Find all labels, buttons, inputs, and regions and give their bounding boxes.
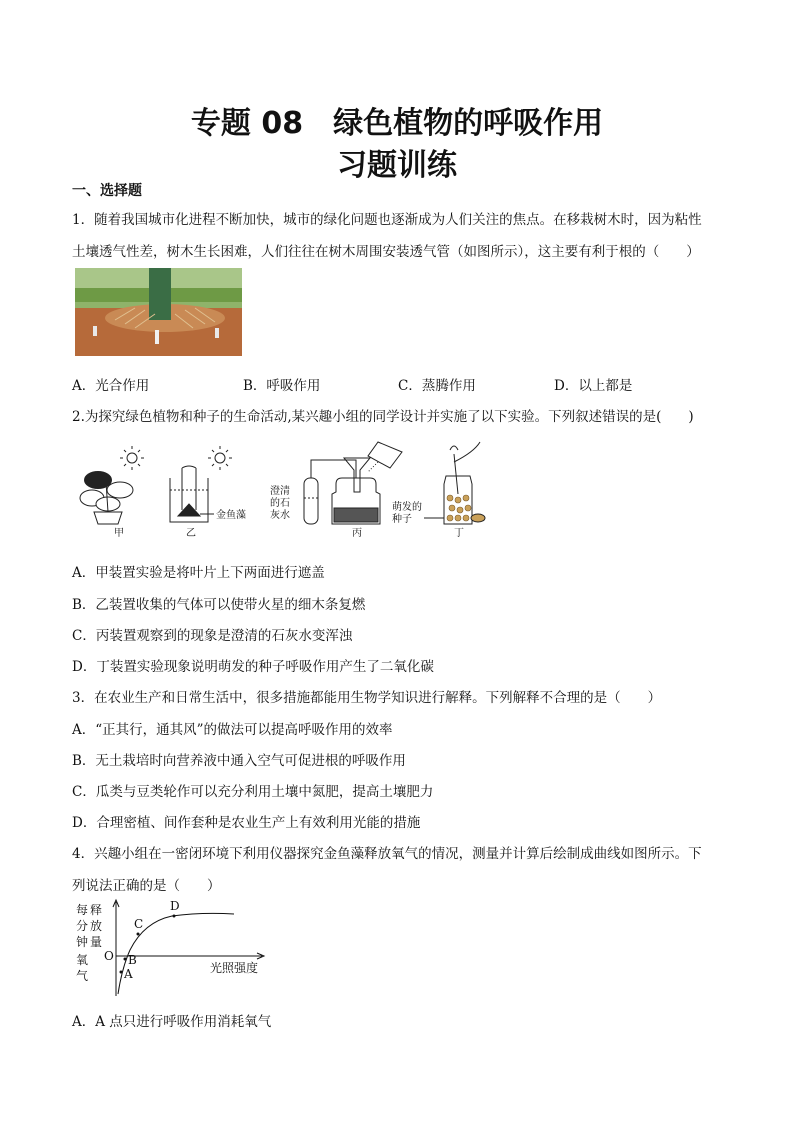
q4-option-a: A．A 点只进行呼吸作用消耗氧气 <box>72 1014 272 1030</box>
point-label-b: B <box>128 953 137 967</box>
point-label-c: C <box>134 917 144 931</box>
point-label-a: A <box>124 967 133 981</box>
q1-option-b: B．呼吸作用 <box>243 378 321 394</box>
oxygen-release-graph <box>72 896 272 1000</box>
point-a <box>120 971 123 974</box>
origin-label: O <box>104 949 114 963</box>
q3-option-c: C．瓜类与豆类轮作可以充分利用土壤中氮肥，提高土壤肥力 <box>72 784 434 800</box>
q3-option-b: B．无土栽培时向营养液中通入空气可促进根的呼吸作用 <box>72 753 406 769</box>
point-d <box>173 915 176 918</box>
point-c <box>137 933 140 936</box>
q1-option-d: D．以上都是 <box>554 378 633 394</box>
tree-aeration-photo <box>75 268 242 356</box>
page-subtitle: 习题训练 <box>337 148 457 183</box>
lime-water-label-1: 澄清 <box>270 486 290 497</box>
ylabel-char: 每 <box>76 903 89 917</box>
label-ding: 丁 <box>454 528 464 539</box>
ylabel-char: 钟 <box>76 935 89 949</box>
q4-stem-line1: 4．兴趣小组在一密闭环境下利用仪器探究金鱼藻释放氧气的情况，测量并计算后绘制成曲线如图所示。下 <box>72 846 702 862</box>
q2-option-c: C．丙装置观察到的现象是澄清的石灰水变浑浊 <box>72 628 353 644</box>
q1-option-a: A．光合作用 <box>72 378 150 394</box>
seed-jar-apparatus <box>444 442 485 524</box>
label-bing: 丙 <box>352 528 362 539</box>
lime-water-label-3: 灰水 <box>270 510 290 521</box>
experiment-apparatus-figure <box>78 438 498 540</box>
goldfish-weed-label: 金鱼藻 <box>216 510 246 521</box>
q1-option-c: C．蒸腾作用 <box>398 378 476 394</box>
sun-icon <box>120 446 144 470</box>
q1-stem-line1: 1．随着我国城市化进程不断加快，城市的绿化问题也逐渐成为人们关注的焦点。在移栽树木时，因为粘性 <box>72 212 702 228</box>
q1-stem-line2: 土壤透气性差，树木生长困难，人们往往在树木周围安装透气管（如图所示），这主要有利于根的（ ） <box>72 244 700 260</box>
q2-option-b: B．乙装置收集的气体可以使带火星的细木条复燃 <box>72 597 366 613</box>
potted-plant <box>80 471 133 524</box>
q2-option-a: A．甲装置实验是将叶片上下两面进行遮盖 <box>72 565 325 581</box>
q2-option-d: D．丁装置实验现象说明萌发的种子呼吸作用产生了二氧化碳 <box>72 659 434 675</box>
lime-water-label-2: 的石 <box>270 498 290 509</box>
q4-stem-line2: 列说法正确的是（ ） <box>72 878 221 894</box>
q3-option-a: A．“正其行，通其风”的做法可以提高呼吸作用的效率 <box>72 722 393 738</box>
beaker-apparatus <box>170 466 214 522</box>
label-yi: 乙 <box>186 528 196 539</box>
q3-option-d: D．合理密植、间作套种是农业生产上有效利用光能的措施 <box>72 815 421 831</box>
point-b <box>124 958 127 961</box>
q3-stem: 3．在农业生产和日常生活中，很多措施都能用生物学知识进行解释。下列解释不合理的是（ ） <box>72 690 662 706</box>
page-title: 专题 08 绿色植物的呼吸作用 <box>190 106 604 141</box>
ylabel-char: 气 <box>76 969 89 983</box>
xlabel: 光照强度 <box>210 961 259 975</box>
sun-icon <box>208 446 232 470</box>
section-title: 一、选择题 <box>72 183 142 199</box>
point-label-d: D <box>170 899 180 913</box>
limewater-apparatus <box>304 442 402 524</box>
ylabel-char: 量 <box>90 935 103 949</box>
ylabel-char: 放 <box>90 919 103 933</box>
q2-stem: 2.为探究绿色植物和种子的生命活动,某兴趣小组的同学设计并实施了以下实验。下列叙述错误的是( ) <box>72 409 694 425</box>
ylabel-char: 分 <box>76 919 89 933</box>
ylabel-char: 氧 <box>76 953 89 967</box>
seeds-label-1: 萌发的 <box>392 502 422 513</box>
seeds-label-2: 种子 <box>392 514 412 525</box>
ylabel-char: 释 <box>90 903 103 917</box>
label-jia: 甲 <box>114 528 124 539</box>
